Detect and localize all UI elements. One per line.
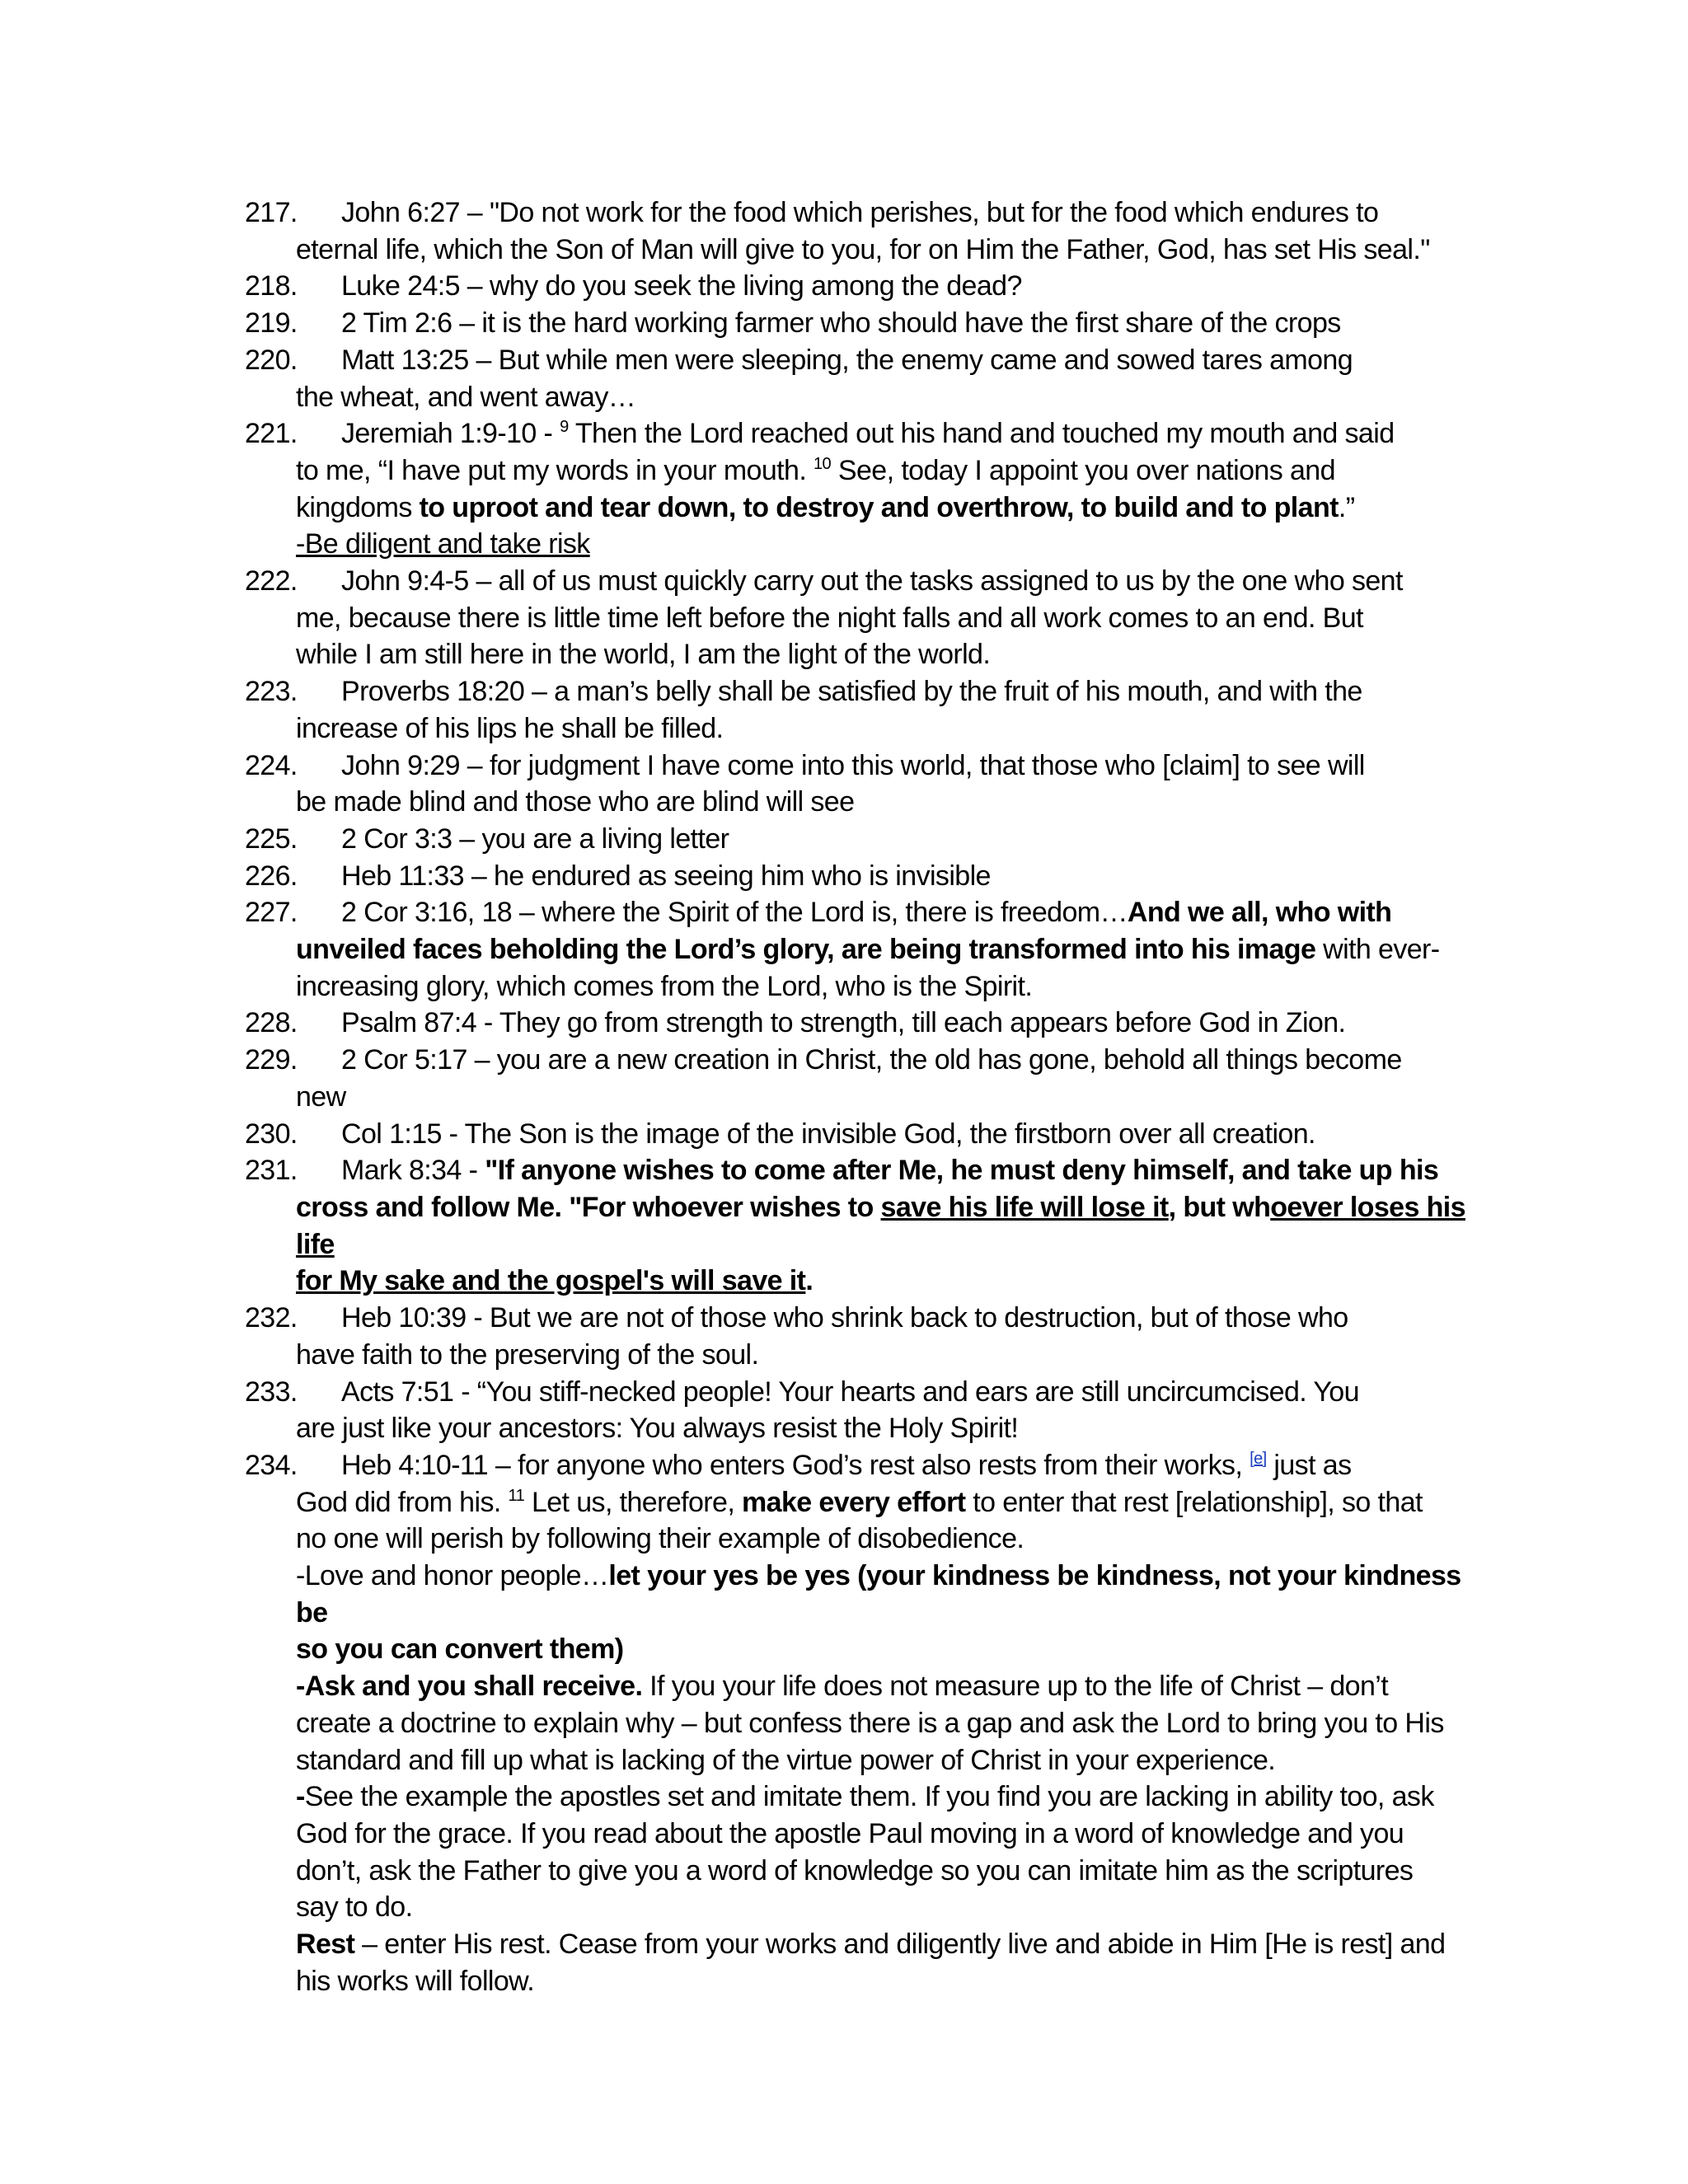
text-line [245, 1005, 1481, 1042]
text-line [296, 1926, 1481, 1963]
text-line [296, 1079, 1481, 1116]
item-number: 222. [245, 565, 298, 598]
text-segment: See, today I appoint you over nations and [831, 454, 1335, 486]
verse-number: 10 [814, 454, 832, 473]
verse-number: 11 [508, 1486, 525, 1505]
bold-text: unveiled faces beholding the Lord’s glory, are being transformed into his image [296, 934, 1316, 966]
text-segment: Luke 24:5 – why do you seek the living among the dead? [341, 270, 1022, 302]
bold-text: "If anyone wishes to come after Me, he must deny himself, and take up his [485, 1155, 1439, 1187]
text-segment: 2 Tim 2:6 – it is the hard working farmer who should have the first share of the crops [341, 307, 1341, 340]
item-number: 219. [245, 307, 298, 340]
text-line [296, 1631, 1481, 1668]
text-segment: John 6:27 – "Do not work for the food which perishes, but for the food which endures to [341, 197, 1379, 228]
text-segment: John 9:4-5 – all of us must quickly carry out the tasks assigned to us by the one who sent [341, 565, 1403, 598]
list-item [245, 1152, 1481, 1300]
list-item [245, 415, 1481, 563]
text-line [296, 1263, 1481, 1300]
text-line [296, 1963, 1481, 2000]
text-line [245, 563, 1481, 600]
list-item [245, 342, 1481, 415]
item-number: 225. [245, 823, 298, 855]
list-item [245, 1374, 1481, 1447]
list-item [245, 894, 1481, 1005]
text-segment: standard and fill up what is lacking of the virtue power of Christ in your experience. [296, 1744, 1276, 1776]
bold-text: let your yes be yes (your kindness be kindness, not your kindness be [296, 1560, 1461, 1629]
text-segment: have faith to the preserving of the soul. [296, 1338, 759, 1371]
text-line [296, 600, 1481, 637]
text-line [296, 452, 1481, 490]
item-number: 232. [245, 1302, 298, 1334]
list-item [245, 748, 1481, 821]
text-line [245, 1374, 1481, 1411]
list-item [245, 1005, 1481, 1042]
list-item [245, 563, 1481, 673]
text-segment: don’t, ask the Father to give you a word of knowledge so you can imitate him as the scriptures [296, 1854, 1414, 1886]
text-segment: eternal life, which the Son of Man will give to you, for on Him the Father, God, has set His seal." [296, 233, 1430, 265]
text-line [245, 894, 1481, 931]
text-segment: Mark 8:34 - [341, 1155, 485, 1187]
text-line [245, 821, 1481, 858]
text-segment: his works will follow. [296, 1965, 535, 1997]
text-segment: no one will perish by following their example of disobedience. [296, 1523, 1025, 1555]
text-segment: 2 Cor 3:3 – you are a living letter [341, 823, 729, 855]
list-item [245, 1042, 1481, 1115]
item-number: 234. [245, 1449, 298, 1481]
text-segment: 2 Cor 5:17 – you are a new creation in Christ, the old has gone, behold all things become [341, 1044, 1402, 1076]
text-line [245, 342, 1481, 379]
text-line [296, 526, 1481, 563]
text-line [245, 1116, 1481, 1153]
scripture-list [245, 194, 1481, 1999]
text-line [245, 1042, 1481, 1079]
text-segment: Jeremiah 1:9-10 - [341, 418, 560, 450]
text-line [296, 1853, 1481, 1890]
text-line [296, 1410, 1481, 1447]
item-number: 226. [245, 860, 298, 892]
text-segment: – enter His rest. Cease from your works and diligently live and abide in Him [He is rest] and [354, 1929, 1446, 1961]
bold-text: - [296, 1781, 305, 1813]
text-line [296, 1484, 1481, 1521]
text-segment: Heb 4:10-11 – for anyone who enters God’s rest also rests from their works, [341, 1449, 1250, 1481]
text-line [296, 968, 1481, 1005]
bold-text: for My sake and the gospel's will save it [296, 1265, 806, 1297]
text-line [296, 710, 1481, 748]
text-segment: Matt 13:25 – But while men were sleeping, the enemy came and sowed tares among [341, 344, 1353, 376]
text-line [296, 1189, 1481, 1263]
bold-text: Rest [296, 1929, 355, 1961]
text-segment: just as [1266, 1449, 1352, 1481]
text-segment: are just like your ancestors: You always resist the Holy Spirit! [296, 1413, 1019, 1445]
item-number: 220. [245, 344, 298, 376]
list-item [245, 673, 1481, 747]
text-segment: the wheat, and went away… [296, 381, 636, 413]
bold-text: save his life will lose it [880, 1191, 1169, 1223]
text-segment: to enter that rest [relationship], so that [965, 1486, 1423, 1518]
text-segment: to me, “I have put my words in your mouth. [296, 454, 814, 486]
text-line [245, 268, 1481, 305]
footnote-link[interactable]: [e] [1250, 1449, 1267, 1468]
text-line [245, 1152, 1481, 1189]
list-item [245, 821, 1481, 858]
text-segment: say to do. [296, 1891, 413, 1924]
text-line [296, 1668, 1481, 1705]
text-segment: me, because there is little time left before the night falls and all work comes to an end. But [296, 602, 1363, 634]
text-segment: Psalm 87:4 - They go from strength to strength, till each appears before God in Zion. [341, 1007, 1346, 1039]
text-segment: new [296, 1080, 346, 1113]
text-segment: Then the Lord reached out his hand and touched my mouth and said [568, 418, 1395, 450]
text-segment: .” [1338, 491, 1355, 523]
text-line [296, 1337, 1481, 1374]
text-line [296, 1742, 1481, 1779]
text-segment: Acts 7:51 - “You stiff-necked people! Your hearts and ears are still uncircumcised. You [341, 1376, 1359, 1408]
text-segment: Let us, therefore, [524, 1486, 743, 1518]
text-line [296, 1779, 1481, 1816]
text-line [245, 858, 1481, 895]
text-line [296, 490, 1481, 527]
text-segment: with ever- [1315, 934, 1440, 966]
bold-text: to uproot and tear down, to destroy and overthrow, to build and to plant [419, 491, 1339, 523]
text-line [296, 379, 1481, 416]
text-line [296, 931, 1481, 968]
text-segment: 2 Cor 3:16, 18 – where the Spirit of the Lord is, there is freedom… [341, 897, 1128, 929]
item-number: 224. [245, 749, 298, 781]
text-segment: -Be diligent and take risk [296, 528, 590, 560]
item-number: 221. [245, 418, 298, 450]
text-line [245, 1300, 1481, 1337]
text-line [296, 1558, 1481, 1631]
item-number: 218. [245, 270, 298, 302]
item-number: 227. [245, 897, 298, 929]
item-number: 233. [245, 1376, 298, 1408]
text-segment: Heb 10:39 - But we are not of those who shrink back to destruction, but of those who [341, 1302, 1348, 1334]
text-line [245, 305, 1481, 342]
item-number: 223. [245, 676, 298, 708]
list-item [245, 1116, 1481, 1153]
text-segment: be made blind and those who are blind will see [296, 786, 855, 818]
text-segment: increasing glory, which comes from the Lord, who is the Spirit. [296, 970, 1033, 1002]
text-line [296, 1521, 1481, 1558]
text-line [245, 415, 1481, 452]
list-item [245, 268, 1481, 305]
bold-text: make every effort [742, 1486, 966, 1518]
text-segment: If you your life does not measure up to the life of Christ – don’t [642, 1671, 1389, 1703]
list-item [245, 858, 1481, 895]
text-segment: Proverbs 18:20 – a man’s belly shall be satisfied by the fruit of his mouth, and with the [341, 676, 1362, 708]
bold-text: , but wh [1168, 1191, 1271, 1223]
list-item [245, 194, 1481, 268]
text-segment: John 9:29 – for judgment I have come into this world, that those who [claim] to see will [341, 749, 1365, 781]
item-number: 217. [245, 197, 298, 228]
text-line [245, 194, 1481, 232]
text-line [245, 1447, 1481, 1484]
bold-text: cross and follow Me. "For whoever wishes to [296, 1191, 881, 1223]
bold-text: so you can convert them) [296, 1633, 624, 1666]
text-segment: -Love and honor people… [296, 1560, 609, 1592]
text-line [296, 1889, 1481, 1926]
text-segment: create a doctrine to explain why – but confess there is a gap and ask the Lord to bring you to His [296, 1707, 1444, 1739]
text-segment: Col 1:15 - The Son is the image of the invisible God, the firstborn over all creation. [341, 1118, 1315, 1150]
list-item [245, 305, 1481, 342]
item-number: 228. [245, 1007, 298, 1039]
text-segment: increase of his lips he shall be filled. [296, 712, 724, 744]
text-segment: See the example the apostles set and imitate them. If you find you are lacking in ability too, ask [304, 1781, 1434, 1813]
text-line [296, 784, 1481, 821]
text-line [245, 748, 1481, 785]
bold-text: . [805, 1265, 814, 1297]
item-number: 231. [245, 1155, 298, 1187]
text-segment: while I am still here in the world, I am the light of the world. [296, 639, 991, 671]
verse-number: 9 [560, 418, 569, 437]
text-segment: Heb 11:33 – he endured as seeing him who is invisible [341, 860, 991, 892]
item-number: 229. [245, 1044, 298, 1076]
text-line [296, 1816, 1481, 1853]
text-segment: God did from his. [296, 1486, 509, 1518]
text-segment: God for the grace. If you read about the apostle Paul moving in a word of knowledge and you [296, 1817, 1404, 1849]
list-item [245, 1447, 1481, 2000]
text-line [245, 673, 1481, 710]
text-segment: kingdoms [296, 491, 420, 523]
item-number: 230. [245, 1118, 298, 1150]
text-line [296, 232, 1481, 269]
bold-text: And we all, who with [1127, 897, 1392, 929]
bold-text: oever loses his life [296, 1191, 1465, 1260]
text-line [296, 1705, 1481, 1742]
text-line [296, 636, 1481, 673]
list-item [245, 1300, 1481, 1373]
bold-text: -Ask and you shall receive. [296, 1671, 643, 1703]
